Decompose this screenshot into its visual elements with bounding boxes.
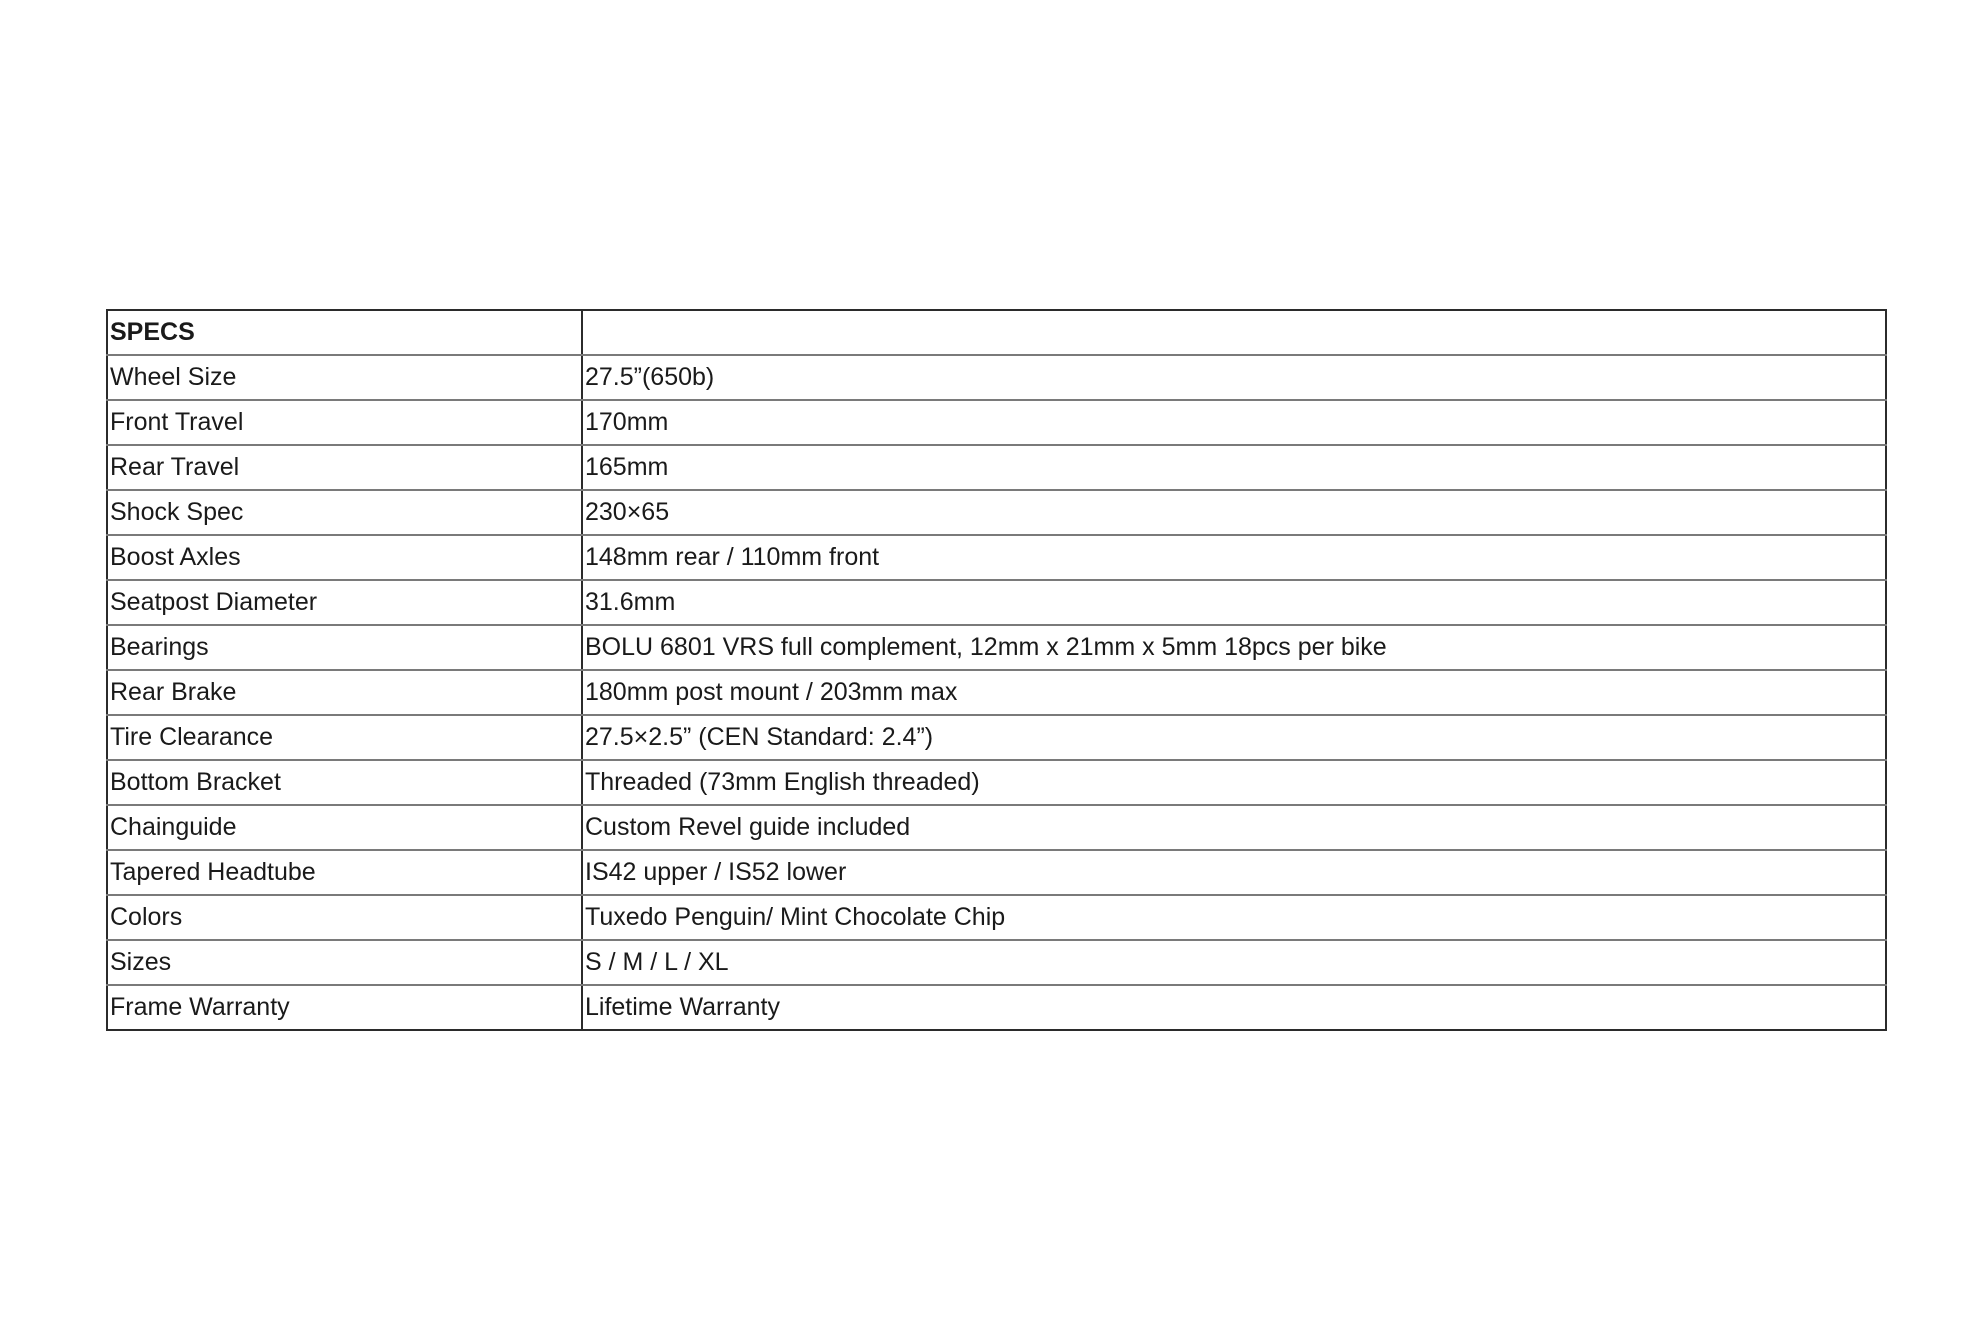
specs-table [106,309,1887,1031]
spec-row-boost-axles [107,535,1886,580]
spec-label: Rear Travel [107,445,582,490]
spec-label: Wheel Size [107,355,582,400]
spec-value: S / M / L / XL [582,940,1886,985]
spec-value: 27.5”(650b) [582,355,1886,400]
spec-label: Bearings [107,625,582,670]
spec-row-tapered-headtube [107,850,1886,895]
spec-value: 180mm post mount / 203mm max [582,670,1886,715]
spec-label: Chainguide [107,805,582,850]
spec-value: BOLU 6801 VRS full complement, 12mm x 21mm x 5mm 18pcs per bike [582,625,1886,670]
spec-row-shock-spec [107,490,1886,535]
spec-value: 148mm rear / 110mm front [582,535,1886,580]
spec-label: Colors [107,895,582,940]
spec-label: Sizes [107,940,582,985]
spec-row-tire-clearance [107,715,1886,760]
spec-value: 165mm [582,445,1886,490]
spec-row-bottom-bracket [107,760,1886,805]
spec-label: Boost Axles [107,535,582,580]
spec-row-colors [107,895,1886,940]
spec-value: 31.6mm [582,580,1886,625]
spec-label: Frame Warranty [107,985,582,1030]
spec-label: Bottom Bracket [107,760,582,805]
spec-label: Seatpost Diameter [107,580,582,625]
spec-row-sizes [107,940,1886,985]
spec-row-frame-warranty [107,985,1886,1030]
spec-label: Tire Clearance [107,715,582,760]
specs-header-value [582,310,1886,355]
spec-value: Lifetime Warranty [582,985,1886,1030]
spec-row-chainguide [107,805,1886,850]
spec-value: 230×65 [582,490,1886,535]
specs-header-label: SPECS [107,310,582,355]
spec-row-seatpost-diameter [107,580,1886,625]
spec-label: Rear Brake [107,670,582,715]
spec-label: Shock Spec [107,490,582,535]
spec-row-front-travel [107,400,1886,445]
spec-value: Threaded (73mm English threaded) [582,760,1886,805]
spec-row-rear-travel [107,445,1886,490]
spec-row-wheel-size [107,355,1886,400]
spec-value: Custom Revel guide included [582,805,1886,850]
spec-label: Tapered Headtube [107,850,582,895]
specs-table-body [107,310,1886,1030]
spec-row-rear-brake [107,670,1886,715]
spec-label: Front Travel [107,400,582,445]
spec-value: IS42 upper / IS52 lower [582,850,1886,895]
spec-value: 27.5×2.5” (CEN Standard: 2.4”) [582,715,1886,760]
spec-value: 170mm [582,400,1886,445]
specs-header-row [107,310,1886,355]
spec-value: Tuxedo Penguin/ Mint Chocolate Chip [582,895,1886,940]
spec-row-bearings [107,625,1886,670]
